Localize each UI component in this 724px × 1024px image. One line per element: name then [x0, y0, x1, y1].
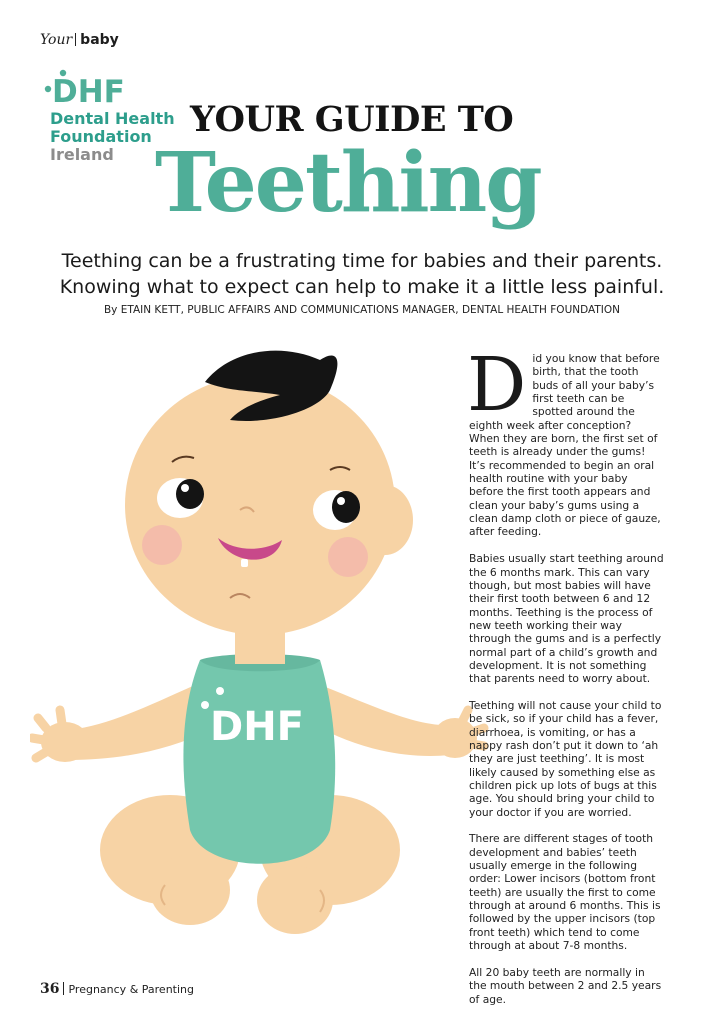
baby-neck	[235, 630, 285, 664]
article-paragraph-1	[467, 342, 664, 539]
baby-head	[125, 351, 413, 635]
section-prefix: Your	[40, 32, 73, 48]
bodysuit-logo-text: DHF	[210, 704, 305, 750]
logo-org-line2: Foundation	[50, 127, 152, 146]
logo-org-line3: Ireland	[50, 145, 114, 164]
article-paragraph-5: All 20 baby teeth are normally in the mouth between 2 and 2.5 years of age.	[469, 965, 662, 1006]
baby-tooth	[241, 559, 248, 567]
article-paragraph-2: Babies usually start teething around the 6 months mark. This can vary though, but most babies will have their first tooth between 6 and 12 months. Teething is the process of new teeth working their way through the gums and is a perfectly normal part of a child’s growth and development. It is not something that parents need to worry about.	[469, 552, 664, 686]
article-paragraph-4: There are different stages of tooth development and babies’ teeth usually emerge in the following order: Lower incisors (bottom front teeth) are usually the first to come through at around 6 months. This is followed by the upper incisors (top front teeth) which tend to come through at about 7-8 months.	[469, 832, 661, 953]
publication-name: Pregnancy & Parenting	[68, 983, 194, 996]
section-divider	[75, 33, 76, 46]
footer-divider	[63, 982, 64, 995]
drop-cap: D	[467, 342, 527, 428]
section-tag	[40, 31, 119, 49]
baby-bodysuit	[183, 654, 335, 864]
dhf-logo-mark-icon	[42, 68, 152, 108]
baby-illustration	[30, 330, 500, 960]
standfirst: Teething can be a frustrating time for babies and their parents. Knowing what to expect can help to make it a little less painful.	[59, 250, 665, 298]
headline-title: Teething	[155, 135, 541, 231]
page-number: 36	[40, 981, 60, 997]
page-footer	[40, 981, 194, 998]
logo-mark-text: DHF	[52, 74, 125, 108]
paragraph-1-text: id you know that before birth, that the tooth buds of all your baby’s first teeth can be spotted around the eighth week after conception? When they are born, the first set of teeth is already under the gums! It’s recommended to begin an oral health routine with your baby before the first tooth appears and clean your baby’s gums using a clean damp cloth or piece of gauze, after feeding.	[469, 352, 661, 539]
article-paragraph-3: Teething will not cause your child to be sick, so if your child has a fever, diarrhoea, is vomiting, or has a nappy rash don’t put it down to ‘ah they are just teething’. It is most likely caused by something else as children pick up lots of bugs at this age. You should bring your child to your doctor if you are worried.	[469, 698, 662, 819]
logo-org-line1: Dental Health	[50, 109, 175, 128]
section-name: baby	[80, 32, 119, 48]
byline: By ETAIN KETT, PUBLIC AFFAIRS AND COMMUNICATIONS MANAGER, DENTAL HEALTH FOUNDATION	[103, 304, 621, 316]
headline-kicker: YOUR GUIDE TO	[190, 99, 514, 140]
article-body	[467, 342, 664, 1019]
